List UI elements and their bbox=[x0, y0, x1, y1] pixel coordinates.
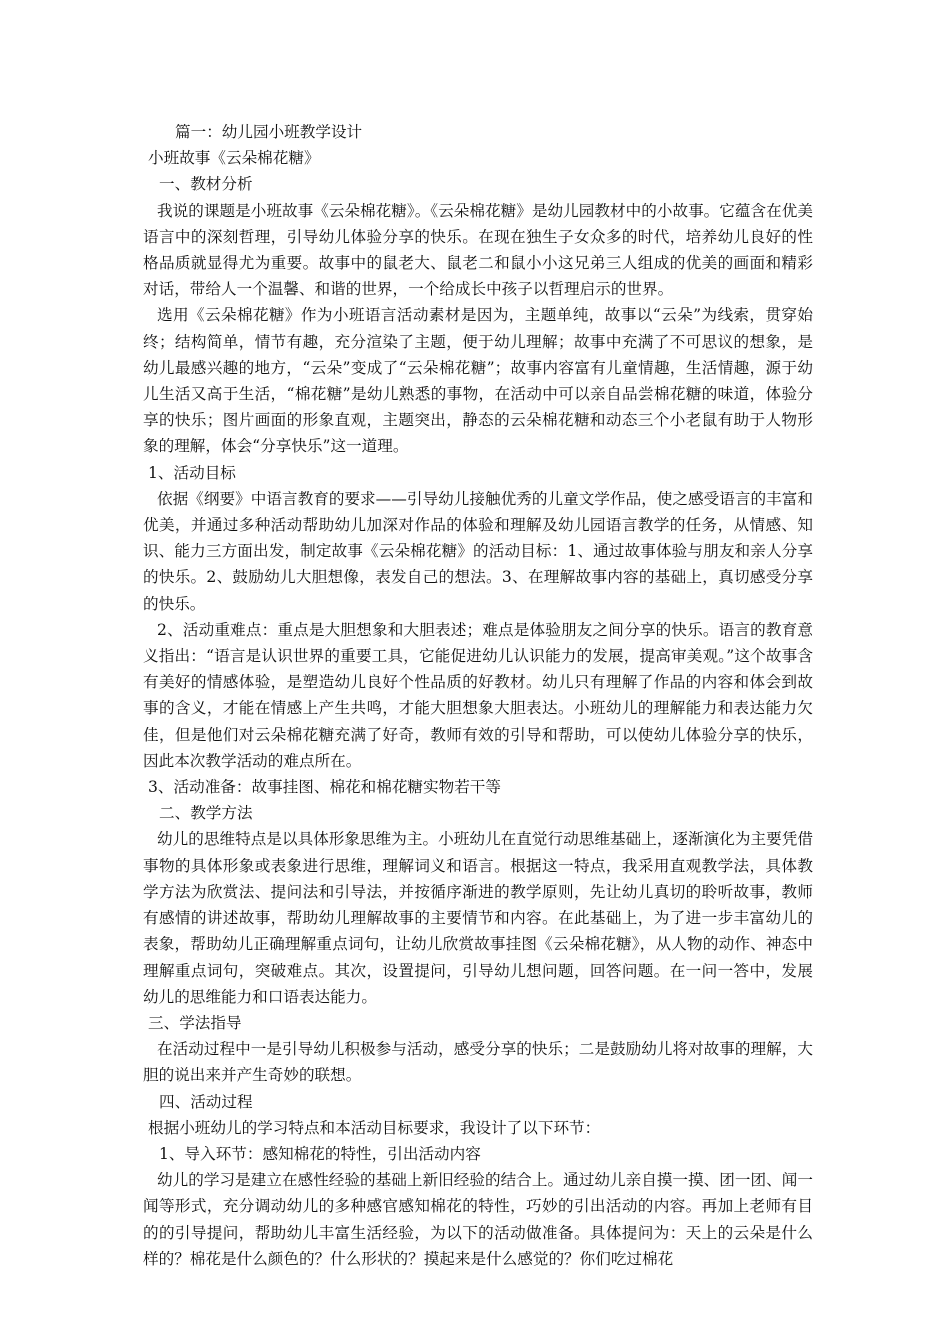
document-body bbox=[143, 119, 813, 1272]
document-title: 篇一：幼儿园小班教学设计 bbox=[175, 123, 363, 141]
paragraph-key-points: 2、活动重难点：重点是大胆想象和大胆表述；难点是体验朋友之间分享的快乐。语言的教育意义指出：“语言是认识世界的重要工具，它能促进幼儿认识能力的发展，提高审美观。”这个故事含有美好的情感体验，是塑造幼儿良好个性品质的好教材。幼儿只有理解了作品的内容和体会到故事的含义，才能在情感上产生共鸣，才能大胆想象大胆表达。小班幼儿的理解能力和表达能力欠佳，但是他们对云朵棉花糖充满了好奇，教师有效的引导和帮助，可以使幼儿体验分享的快乐，因此本次教学活动的难点所在。 bbox=[143, 620, 813, 770]
step-heading-intro: 1、导入环节：感知棉花的特性，引出活动内容 bbox=[159, 1144, 481, 1163]
paragraph-process-intro: 根据小班幼儿的学习特点和本活动目标要求，我设计了以下环节： bbox=[148, 1118, 601, 1137]
paragraph-learning-guidance: 在活动过程中一是引导幼儿积极参与活动，感受分享的快乐；二是鼓励幼儿将对故事的理解，大胆的说出来并产生奇妙的联想。 bbox=[143, 1040, 813, 1085]
paragraph-materials-2: 选用《云朵棉花糖》作为小班语言活动素材是因为，主题单纯，故事以“云朵”为线索，贯穿始终；结构简单，情节有趣，充分渲染了主题，便于幼儿理解；故事中充满了不可思议的想象，是幼儿最感兴趣的地方，“云朵”变成了“云朵棉花糖”；故事内容富有儿童情趣，生活情趣，源于幼儿生活又高于生活，“棉花糖”是幼儿熟悉的事物，在活动中可以亲自品尝棉花糖的味道，体验分享的快乐；图片画面的形象直观，主题突出，静态的云朵棉花糖和动态三个小老鼠有助于人物形象的理解，体会“分享快乐”这一道理。 bbox=[143, 306, 813, 456]
section-heading-process: 四、活动过程 bbox=[159, 1092, 253, 1111]
document-subtitle: 小班故事《云朵棉花糖》 bbox=[148, 149, 320, 168]
paragraph-preparation: 3、活动准备：故事挂图、棉花和棉花糖实物若干等 bbox=[148, 778, 501, 797]
section-heading-materials: 一、教材分析 bbox=[159, 175, 253, 194]
subsection-heading-goals: 1、活动目标 bbox=[148, 463, 236, 482]
section-heading-methods: 二、教学方法 bbox=[159, 804, 253, 823]
section-heading-learning-guidance: 三、学法指导 bbox=[148, 1013, 242, 1032]
paragraph-materials-1: 我说的课题是小班故事《云朵棉花糖》。《云朵棉花糖》是幼儿园教材中的小故事。它蕴含在优美语言中的深刻哲理，引导幼儿体验分享的快乐。在现在独生子女众多的时代，培养幼儿良好的性格品质就显得尤为重要。故事中的鼠老大、鼠老二和鼠小小这兄弟三人组成的优美的画面和精彩对话，带给人一个温馨、和谐的世界，一个给成长中孩子以哲理启示的世界。 bbox=[143, 201, 813, 299]
paragraph-methods: 幼儿的思维特点是以具体形象思维为主。小班幼儿在直觉行动思维基础上，逐渐演化为主要凭借事物的具体形象或表象进行思维，理解词义和语言。根据这一特点，我采用直观教学法，具体教学方法为欣赏法、提问法和引导法，并按循序渐进的教学原则，先让幼儿真切的聆听故事，教师有感情的讲述故事，帮助幼儿理解故事的主要情节和内容。在此基础上，为了进一步丰富幼儿的表象，帮助幼儿正确理解重点词句，让幼儿欣赏故事挂图《云朵棉花糖》，从人物的动作、神态中理解重点词句，突破难点。其次，设置提问，引导幼儿想问题，回答问题。在一问一答中，发展幼儿的思维能力和口语表达能力。 bbox=[143, 830, 813, 1006]
paragraph-goals: 依据《纲要》中语言教育的要求——引导幼儿接触优秀的儿童文学作品，使之感受语言的丰富和优美，并通过多种活动帮助幼儿加深对作品的体验和理解及幼儿园语言教学的任务，从情感、知识、能力三方面出发，制定故事《云朵棉花糖》的活动目标：1、通过故事体验与朋友和亲人分享的快乐。2、鼓励幼儿大胆想像，表发自己的想法。3、在理解故事内容的基础上，真切感受分享的快乐。 bbox=[143, 489, 813, 613]
paragraph-step-intro: 幼儿的学习是建立在感性经验的基础上新旧经验的结合上。通过幼儿亲自摸一摸、团一团、闻一闻等形式，充分调动幼儿的多种感官感知棉花的特性，巧妙的引出活动的内容。再加上老师有目的的引导提问，帮助幼儿丰富生活经验，为以下的活动做准备。具体提问为：天上的云朵是什么样的？棉花是什么颜色的？什么形状的？摸起来是什么感觉的？你们吃过棉花 bbox=[143, 1171, 813, 1268]
